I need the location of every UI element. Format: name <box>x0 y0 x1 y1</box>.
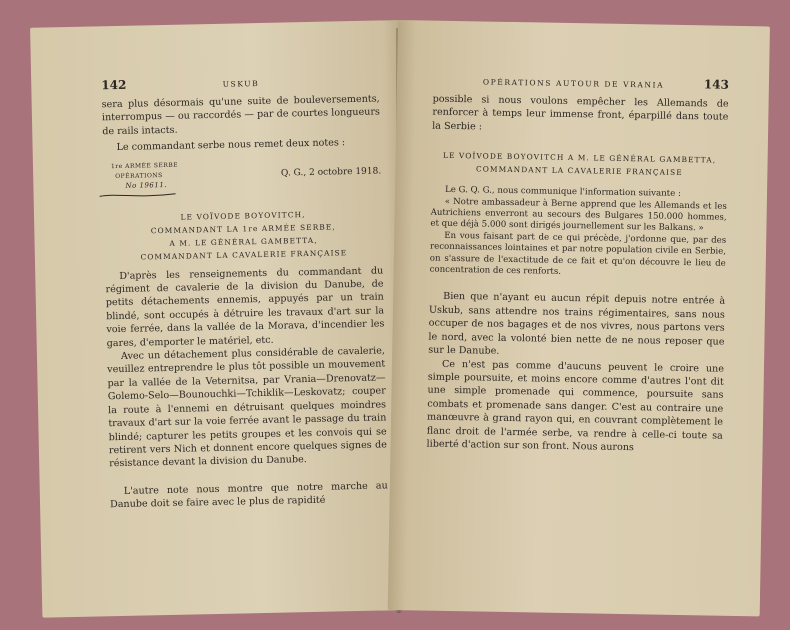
right-page-number: 143 <box>703 77 730 92</box>
right-paragraph-3: Ce n'est pas comme d'aucuns peuvent le croire une simple poursuite, et moins encore comme d'autres l'ont dit une simple promenade qui commence, poursuite sans combats et promenade sans danger. C'est au contraire une manœuvre à grand rayon qui, en couvrant complètement le flanc droit de l'armée serbe, va rendre à celle-ci toute sa liberté d'action sur son front. Nous aurons <box>426 358 725 454</box>
address-line-3: A M. LE GÉNÉRAL GAMBETTA, <box>169 235 318 248</box>
right-paragraph-2: Bien que n'ayant eu aucun répit depuis notre entrée à Uskub, sans attendre nos trains régimentaires, sans nous occuper de nos bagages et de nos vivres, nous partons vers le nord, avec la volonté bien nette de ne nous reposer que sur le Danube. <box>428 291 726 357</box>
left-address <box>104 206 383 264</box>
right-running-title: OPÉRATIONS AUTOUR DE VRANIA <box>482 77 665 90</box>
open-book <box>30 20 770 620</box>
left-paragraph-3: L'autre note nous montre que notre marche au Danube doit se faire avec le plus de rapidité <box>109 480 388 511</box>
left-paragraph-2: Le commandant serbe nous remet deux notes : <box>116 137 346 154</box>
left-page-number: 142 <box>101 77 127 93</box>
left-paragraph-1: sera plus désormais qu'une suite de bouleversements, interrompus — ou raccordés — par de courtes longueurs de rails intacts. <box>101 93 381 138</box>
right-address-line-2: COMMANDANT LA CAVALERIE FRANÇAISE <box>475 164 683 178</box>
right-paragraph-1: possible si nous voulons empêcher les Allemands de renforcer à temps leur immense front, éparpillé dans toute la Serbie : <box>432 93 729 133</box>
right-page <box>388 20 770 616</box>
note-header <box>103 157 382 212</box>
right-note-body-3: En vous faisant part de ce qui précède, j'ordonne que, par des reconnaissances lointaines et par notre population civile en Serbie, on s'assure de l'exactitude de ce fait et qu'on découvre le lieu de concentration de ces renforts. <box>429 230 727 277</box>
left-note-body-2: Avec un détachement plus considérable de cavalerie, veuillez entreprendre le plus tôt possible un mouvement par la vallée de la Veternitsa, par Vrania—Drenovatz—Golemo-Selo—Bounouchki—Tchiklik—Leskovatz; couper la route à l'ennemi en détruisant quelques moindres travaux d'art sur la voie ferrée avant le passage du train blindé; capturer les petits groupes et les convois qui se retirent vers Nich et donnent encore quelques signes de résistance devant la division du Danube. <box>107 345 388 470</box>
right-address <box>431 149 727 180</box>
note-number: No 19611. <box>125 180 168 190</box>
note-army: 1re ARMÉE SERBE <box>110 161 179 170</box>
left-running-head <box>101 72 379 92</box>
right-note-body-2: « Notre ambassadeur à Berne apprend que les Allemands et les Autrichiens enverront au secours des Bulgares 150.000 hommes, et que déjà 5.000 sont dirigés journellement sur les Balkans. » <box>430 196 727 234</box>
note-operations: OPÉRATIONS <box>115 172 163 181</box>
note-date: Q. G., 2 octobre 1918. <box>280 166 382 179</box>
left-running-title: USKUB <box>222 79 260 89</box>
address-line-1: LE VOÏVODE BOYOVITCH, <box>180 209 306 222</box>
left-page <box>30 20 414 618</box>
flourish-ornament <box>98 190 178 200</box>
left-note-body-1: D'après les renseignements du commandant du régiment de cavalerie de la division du Danube, de petits détachements ennemis, appuyés par un train blindé, sont occupés à détruire les travaux d'art sur la voie ferrée, dans la vallée de la Morava, d'incendier les gares, d'emporter le matériel, etc. <box>105 265 385 349</box>
right-address-line-1: LE VOÏVODE BOYOVITCH A M. LE GÉNÉRAL GAMBETTA, <box>442 151 717 165</box>
right-running-head <box>433 73 729 92</box>
right-note-body-1: Le G. Q. G., nous communique l'information suivante : <box>444 185 681 200</box>
address-line-2: COMMANDANT LA 1re ARMÉE SERBE, <box>150 222 336 235</box>
address-line-4: COMMANDANT LA CAVALERIE FRANÇAISE <box>140 247 348 262</box>
